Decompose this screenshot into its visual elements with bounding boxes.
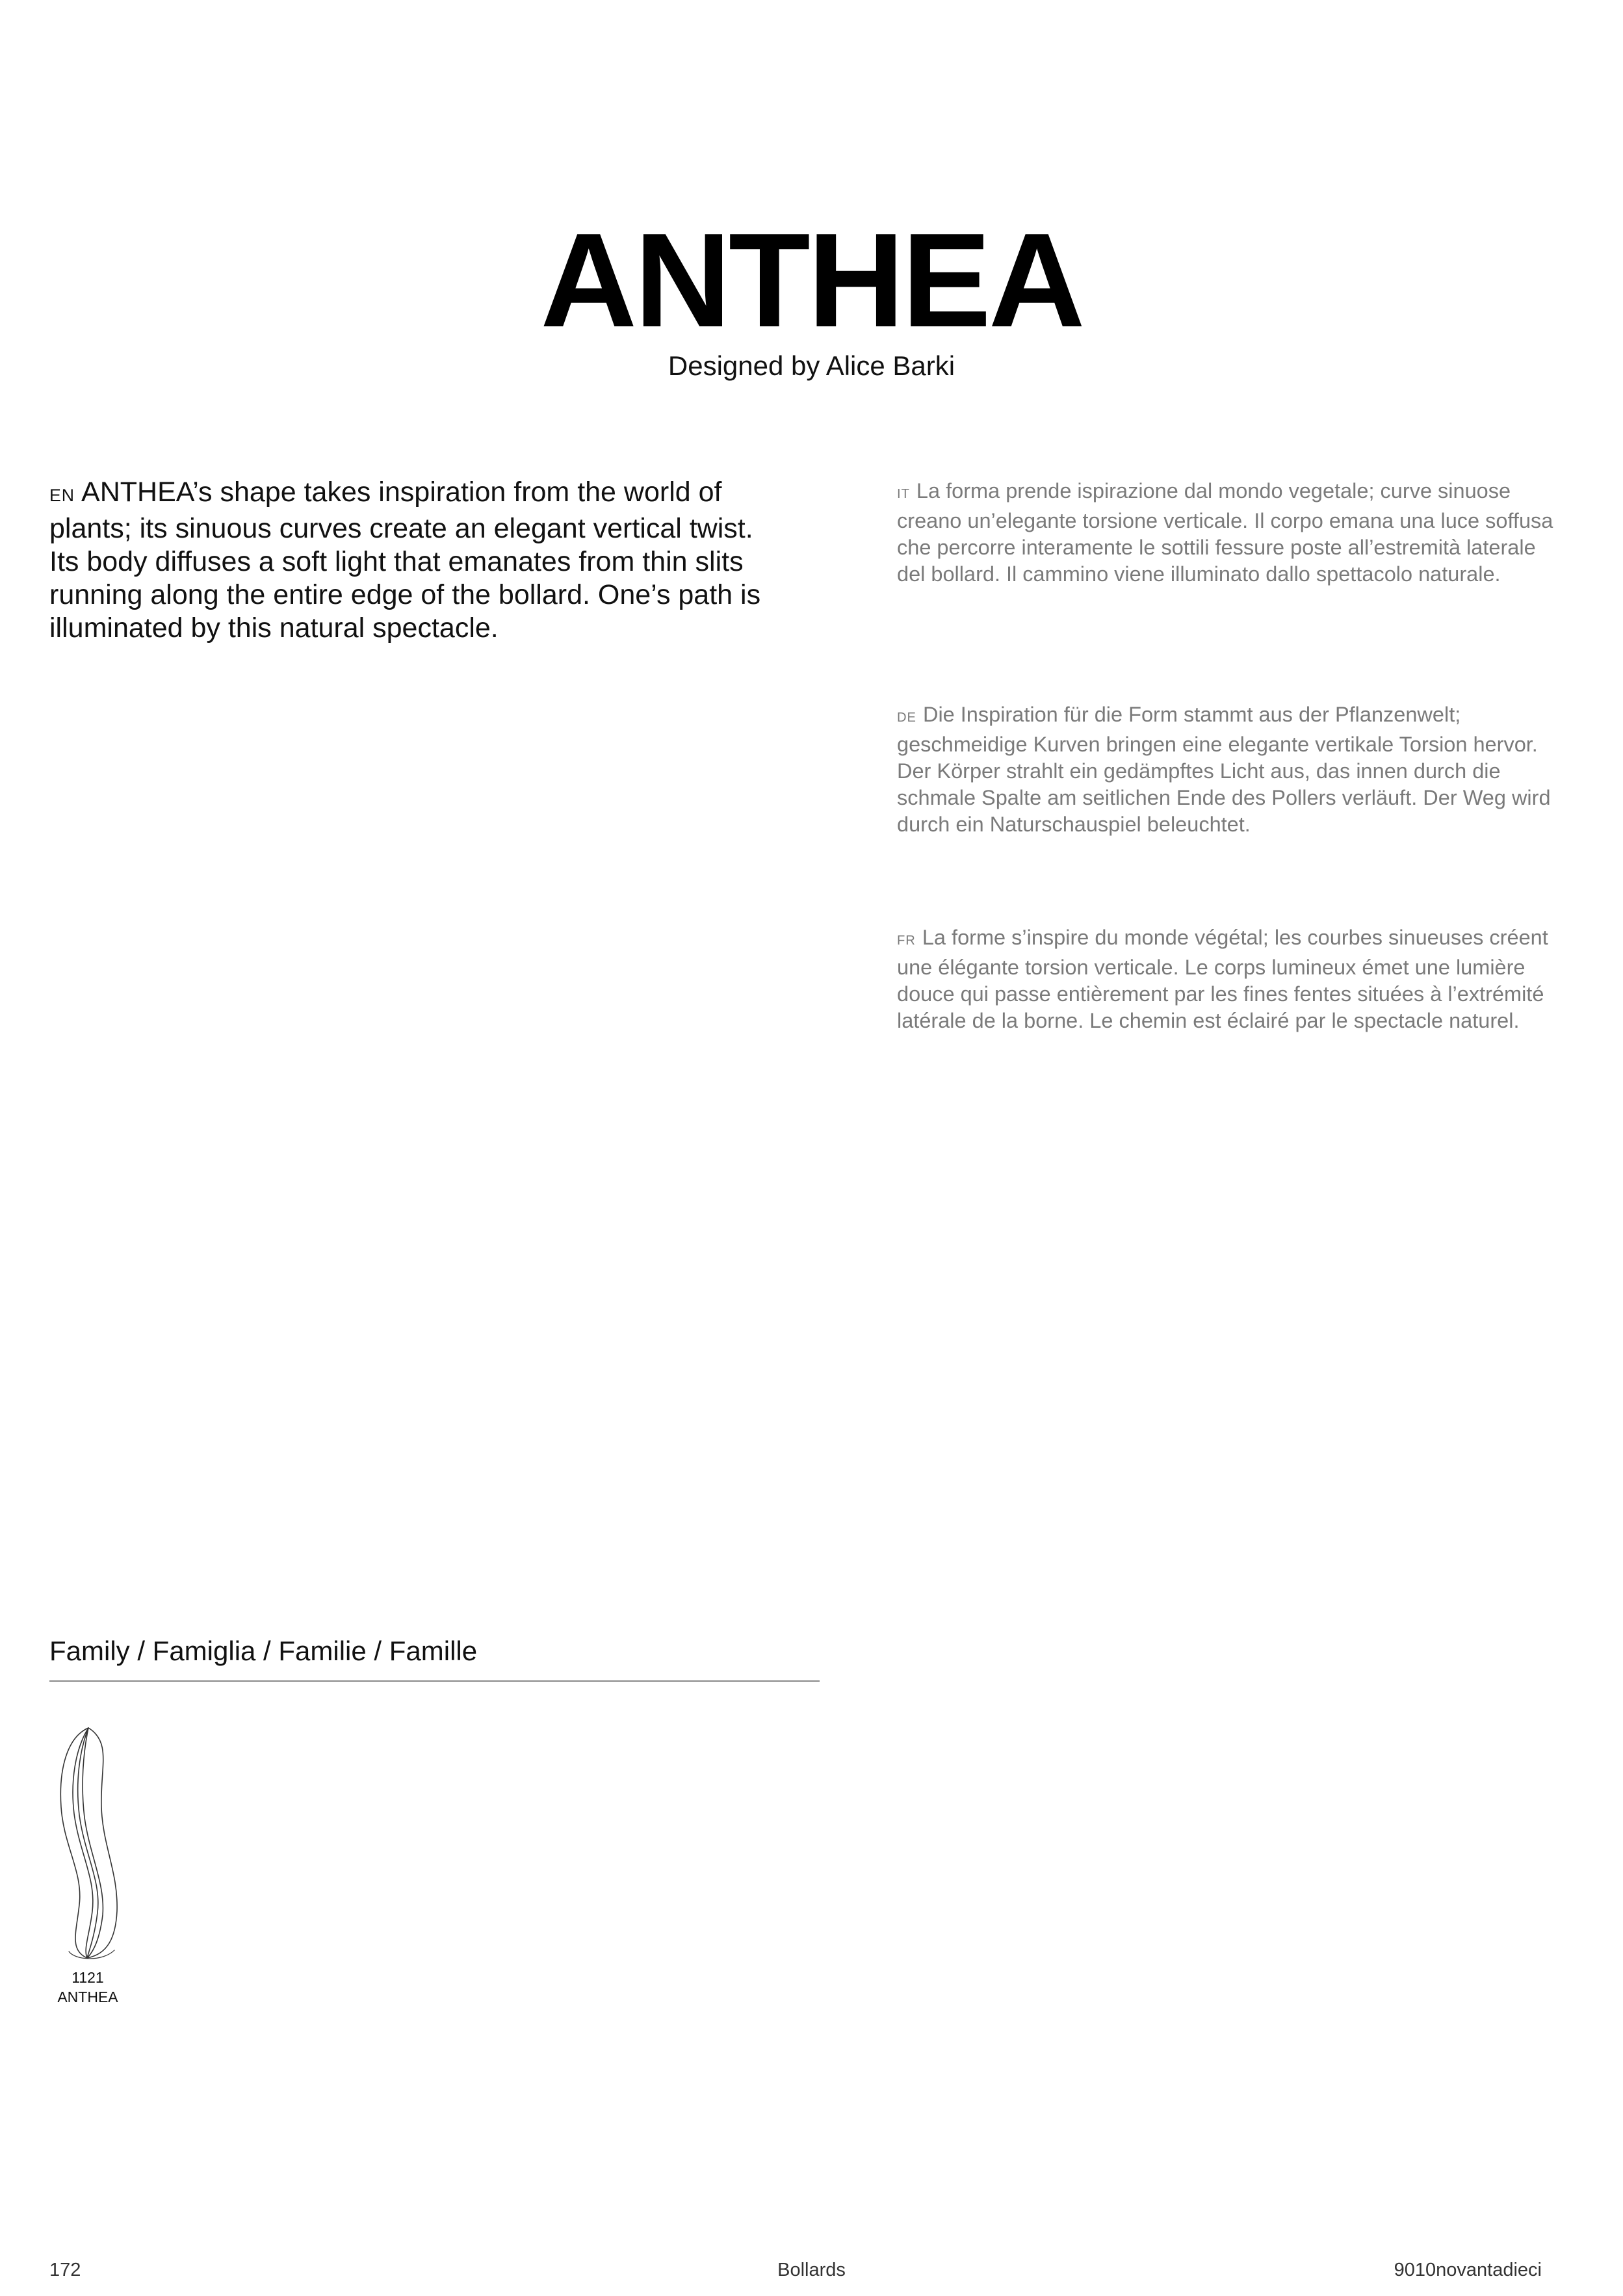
product-name: ANTHEA — [57, 1989, 118, 2005]
lang-code-en: EN — [49, 486, 75, 505]
product-code: 1121 — [71, 1969, 104, 1986]
description-de-text: Die Inspiration für die Form stammt aus der Pflanzenwelt; geschmeidige Kurven bringen eine elegante vertikale Torsion hervor. Der Körper strahlt ein gedämpftes Licht aus, das innen durch die schmale Spalte am seitlichen Ende des Pollers verläuft. Der Weg wird durch ein Naturschauspiel beleuchtet. — [897, 703, 1551, 836]
description-de — [897, 701, 1560, 838]
description-fr — [897, 924, 1560, 1034]
page-number: 172 — [49, 2260, 81, 2280]
lang-code-fr: FR — [897, 933, 916, 948]
page-title: ANTHEA — [540, 205, 1083, 356]
brand-name: 9010novantadieci — [1394, 2260, 1542, 2280]
anthea-bollard-drawing-icon — [49, 1723, 127, 1963]
designer-credit: Designed by Alice Barki — [668, 350, 955, 381]
lang-code-it: IT — [897, 487, 910, 501]
section-name: Bollards — [777, 2260, 846, 2280]
lang-code-de: DE — [897, 711, 916, 725]
family-heading: Family / Famiglia / Familie / Famille — [49, 1636, 478, 1666]
description-it-text: La forma prende ispirazione dal mondo vegetale; curve sinuose creano un’elegante torsione verticale. Il corpo emana una luce soffusa che percorre interamente le sottili fessure poste all’estremità laterale del bollard. Il cammino viene illuminato dallo spettacolo naturale. — [897, 479, 1553, 586]
description-en — [49, 476, 771, 645]
family-divider — [49, 1680, 820, 1682]
description-en-text: ANTHEA’s shape takes inspiration from the world of plants; its sinuous curves create an elegant vertical twist. Its body diffuses a soft light that emanates from thin slits running along the entire edge of the bollard. One’s path is illuminated by this natural spectacle. — [49, 476, 761, 644]
description-fr-text: La forme s’inspire du monde végétal; les courbes sinueuses créent une élégante torsion verticale. Le corps lumineux émet une lumière douce qui passe entièrement par les fines fentes situées à l’extrémité latérale de la borne. Le chemin est éclairé par le spectacle naturel. — [897, 926, 1548, 1032]
description-it — [897, 478, 1560, 588]
